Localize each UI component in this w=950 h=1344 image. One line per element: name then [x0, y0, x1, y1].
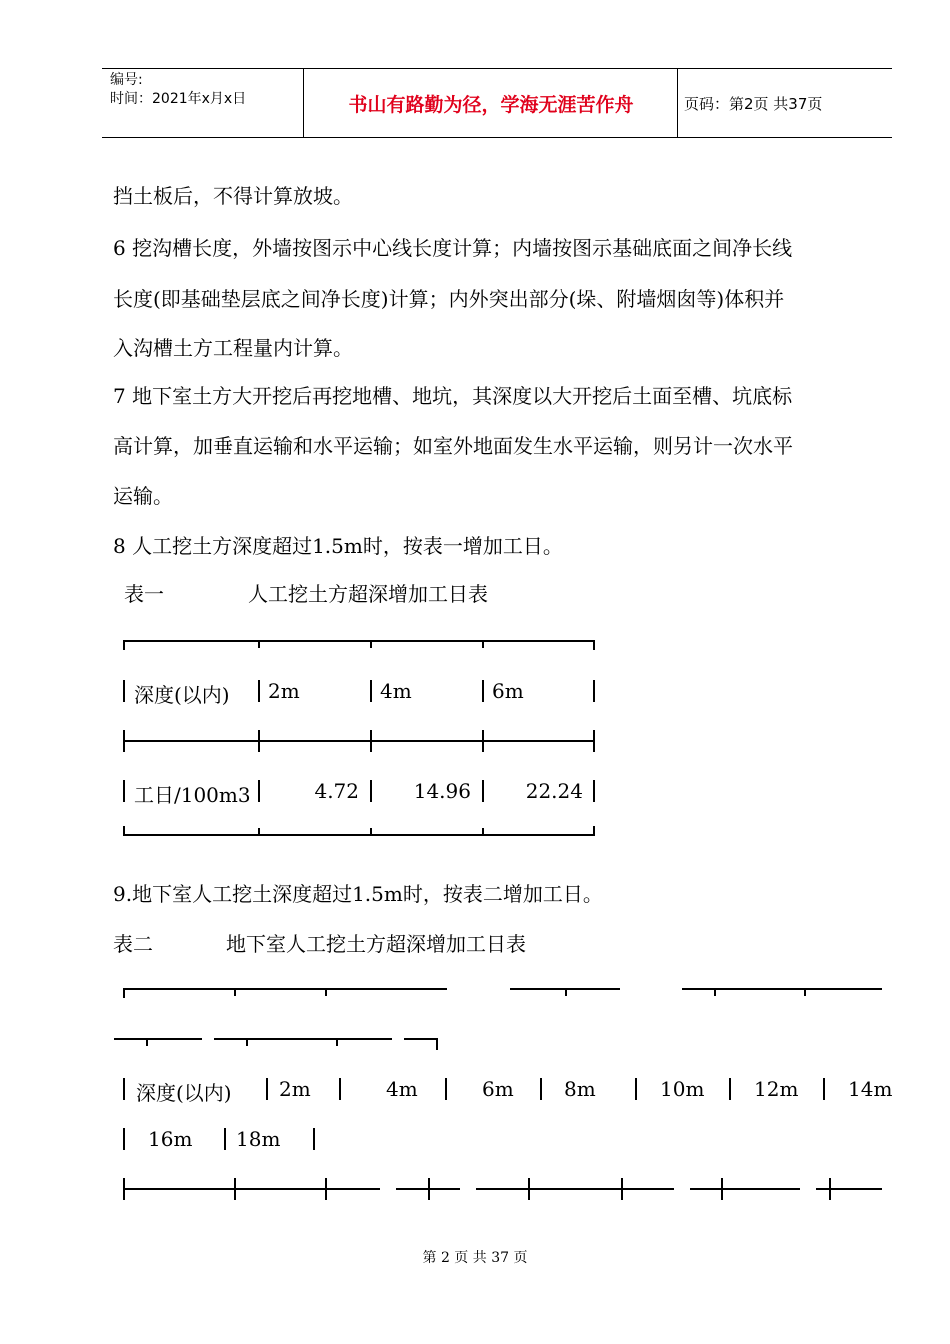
table-rule	[123, 1188, 380, 1190]
table-bar	[370, 680, 372, 702]
table-tick	[714, 988, 716, 996]
paragraph-text: 7 地下室土方大开挖后再挖地槽、地坑，其深度以大开挖后土面至槽、坑底标	[113, 384, 793, 408]
table-tick	[146, 1038, 148, 1046]
table-tick	[370, 730, 372, 752]
table-tick	[258, 640, 260, 648]
table-tick	[829, 1178, 831, 1200]
table-rule	[123, 834, 595, 836]
time-label: 时间：2021年x月x日	[110, 91, 247, 107]
table-cell: 4m	[380, 679, 412, 703]
table-cell: 6m	[492, 679, 524, 703]
table-bar	[313, 1128, 315, 1150]
table-rule	[682, 988, 882, 990]
table-bar	[370, 780, 372, 802]
table-bar	[224, 1128, 226, 1150]
table-bar	[258, 680, 260, 702]
table-tick	[258, 828, 260, 836]
table-cell: 22.24	[525, 779, 583, 803]
table-bar	[123, 1128, 125, 1150]
paragraph-text: 长度(即基础垫层底之间净长度)计算；内外突出部分(垛、附墙烟囱等)体积并	[113, 287, 785, 311]
table-tick	[804, 988, 806, 996]
table-rule	[404, 1038, 438, 1040]
table-tick	[123, 826, 125, 836]
table-bar	[445, 1078, 447, 1100]
table-tick	[593, 640, 595, 650]
table-bar	[258, 780, 260, 802]
table-tick	[482, 828, 484, 836]
page-header	[102, 68, 892, 138]
table-cell: 4.72	[314, 779, 359, 803]
table-tick	[246, 1038, 248, 1046]
table-cell: 14.96	[413, 779, 471, 803]
table-bar	[123, 680, 125, 702]
table-tick	[123, 640, 125, 650]
paragraph-text: 高计算，加垂直运输和水平运输；如室外地面发生水平运输，则另计一次水平	[113, 434, 793, 458]
table-cell: 2m	[268, 679, 300, 703]
table-rule	[690, 1188, 800, 1190]
table-cell: 8m	[564, 1077, 596, 1101]
table-rule	[123, 740, 595, 742]
paragraph-text: 6 挖沟槽长度，外墙按图示中心线长度计算；内墙按图示基础底面之间净长线	[113, 236, 793, 260]
table-cell: 18m	[236, 1127, 281, 1151]
paragraph-text: 运输。	[113, 484, 173, 508]
table-bar	[123, 1078, 125, 1100]
table-bar	[482, 780, 484, 802]
table-cell: 12m	[754, 1077, 799, 1101]
table-tick	[593, 730, 595, 752]
table-cell: 深度(以内)	[136, 1081, 232, 1105]
paragraph-text: 9.地下室人工挖土深度超过1.5m时，按表二增加工日。	[113, 882, 603, 906]
page-footer: 第 2 页 共 37 页	[422, 1250, 528, 1266]
table-bar	[123, 780, 125, 802]
table-tick	[428, 1178, 430, 1200]
table-tick	[234, 988, 236, 996]
table-bar	[339, 1078, 341, 1100]
paragraph-text: 入沟槽土方工程量内计算。	[113, 336, 353, 360]
table-tick	[123, 1178, 125, 1200]
page-number-label: 页码：第2页 共37页	[684, 94, 823, 113]
table-bar	[823, 1078, 825, 1100]
table-rule	[214, 1038, 392, 1040]
table-rule	[114, 1038, 202, 1040]
table-tick	[234, 1178, 236, 1200]
table-bar	[482, 680, 484, 702]
table-tick	[123, 988, 125, 998]
header-motto: 书山有路勤为径，学海无涯苦作舟	[348, 93, 634, 116]
table-tick	[436, 1038, 438, 1050]
table-cell: 10m	[660, 1077, 705, 1101]
table1-caption-title: 人工挖土方超深增加工日表	[248, 582, 488, 606]
table-tick	[325, 1178, 327, 1200]
table-rule	[816, 1188, 882, 1190]
table2-caption-title: 地下室人工挖土方超深增加工日表	[226, 932, 526, 956]
table-cell: 14m	[848, 1077, 893, 1101]
paragraph-text: 挡土板后，不得计算放坡。	[113, 184, 353, 208]
table-tick	[370, 828, 372, 836]
table-tick	[258, 730, 260, 752]
table-bar	[266, 1078, 268, 1100]
table2-caption-number: 表二	[113, 932, 153, 956]
header-divider	[677, 69, 678, 137]
paragraph-text: 8 人工挖土方深度超过1.5m时，按表一增加工日。	[113, 534, 563, 558]
table-rule	[123, 640, 595, 642]
table-tick	[325, 988, 327, 996]
table-tick	[370, 640, 372, 648]
table-tick	[721, 1178, 723, 1200]
table-tick	[482, 640, 484, 648]
number-label: 编号:	[110, 72, 143, 88]
table-cell: 16m	[148, 1127, 193, 1151]
table-cell: 2m	[279, 1077, 311, 1101]
table-cell: 深度(以内)	[134, 683, 230, 707]
table-tick	[565, 988, 567, 996]
table-cell: 4m	[386, 1077, 418, 1101]
table-rule	[476, 1188, 674, 1190]
table-tick	[482, 730, 484, 752]
table-bar	[540, 1078, 542, 1100]
table-tick	[336, 1038, 338, 1046]
table-bar	[729, 1078, 731, 1100]
table-bar	[593, 780, 595, 802]
table-cell: 6m	[482, 1077, 514, 1101]
table-bar	[635, 1078, 637, 1100]
table1-caption-number: 表一	[124, 582, 164, 606]
table-cell: 工日/100m3	[134, 783, 251, 807]
table-tick	[528, 1178, 530, 1200]
table-tick	[123, 730, 125, 752]
table-tick	[593, 826, 595, 836]
table-tick	[621, 1178, 623, 1200]
header-meta	[110, 71, 246, 109]
table-rule	[123, 988, 447, 990]
table-bar	[593, 680, 595, 702]
